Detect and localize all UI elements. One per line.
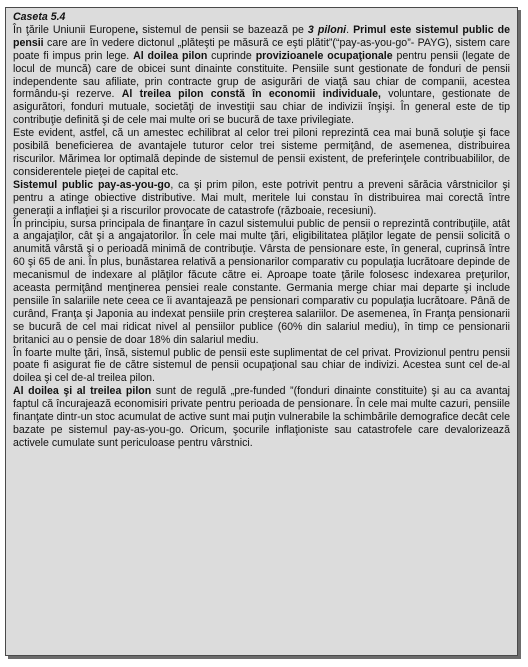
case-study-box [5, 7, 518, 656]
bold-run: provizioanele ocupaţionale [255, 49, 393, 62]
bold-run: Al doilea pilon [133, 49, 208, 62]
emphasis-run: 3 piloni [307, 23, 347, 36]
text-run: sistemul de pensii se bazează pe [138, 23, 308, 36]
body-paragraph [13, 218, 510, 347]
bold-run: , [135, 23, 139, 36]
text-run: În foarte multe ţări, însă, sistemul public de pensii este suplimentat de cel privat. Provizionul pentru pensii poate fi asigurat fie de către sistemul de pensii ocupaţional sau chiar de indivizi. Acestea sunt cel de-al doilea şi cel de-al treilea pilon. [13, 346, 510, 385]
body-paragraph [13, 385, 510, 450]
text-run: În principiu, sursa principala de finanţare în cazul sistemului public de pensii o reprezintă contribuţiile, atât a angajaţilor, cât şi a angajatorilor. În cele mai multe ţări, eligibilitatea plăţilor legate de pensii solicită o anumită vârstă şi o perioadă minimă de contribuţie. Vârsta de pensionare este, în general, cuprinsă între 60 şi 65 de ani. În plus, bunăstarea relativă a pensionarilor comparativ cu populaţia lucrătoare depinde de mecanismul de indexare al plăţilor făcute către ei. Aproape toate ţările folosesc indexarea preţurilor, aceasta permiţând menţinerea pensiei reale constante. Germania merge chiar mai departe şi include pensiile în salariile nete ceea ce îi avantajează pe pensionari comparativ cu populaţia lucrătoare. Până de curând, Franţa şi Japonia au indexat pensiile prin creşterea salariilor. De asemenea, în Franţa pensionarii se bucură de cel mai ridicat nivel al pensiilor publice (60% din salariul mediu), în timp ce pensionarii britanici au o pensie de doar 18% din salariul mediu. [13, 217, 510, 346]
text-run: În ţările Uniunii Europene [13, 23, 136, 36]
text-run: cuprinde [207, 49, 256, 62]
text-run: , ca şi prim pilon, este potrivit pentru a preveni sărăcia vârstnicilor şi pentru a atinge obiective distributive. Mai mult, meritele lui constau în distribuirea mai corectă între generaţii a inflaţiei şi a riscurilor provocate de catastrofe (războaie, recesiuni). [13, 178, 510, 217]
bold-run [308, 24, 346, 36]
text-run: voluntare, gestionate de asigurători, fonduri mutuale, societăţi de investiţii sau chiar de indivizii înşişi. În general este de tip contribuţie definită şi de cele mai multe ori se bucură de taxe privilegiate. [13, 88, 511, 127]
text-run: care are în vedere dictonul „plăteşti pe măsură ce eşti plătit”(“pay-as-you-go”- PAYG), sistem care poate fi impus prin lege. [13, 36, 510, 62]
bold-run: Sistemul public pay-as-you-go [13, 178, 171, 191]
bold-run: Al treilea pilon constă în economii individuale, [121, 88, 381, 101]
text-run: . [346, 23, 354, 36]
text-run: Este evident, astfel, că un amestec echilibrat al celor trei piloni reprezintă cea mai bună soluţie şi face posibilă beneficierea de avantajele tuturor celor trei sisteme permiţând, de asemenea, distribuirea riscurilor. Mărimea lor optimală depinde de sistemul de pensii existent, de preferinţele contribuabililor, de considerentele pieţei de capital etc. [13, 127, 510, 178]
body-paragraph [13, 347, 510, 386]
case-title: Caseta 5.4 [13, 11, 66, 23]
body-paragraph [13, 179, 510, 218]
case-body [13, 24, 510, 450]
text-run: pentru pensii (legate de locul de muncă) care de obicei sunt dinainte constituite. Pensiile sunt gestionate de fonduri de pensii independente sau afiliate, prin contracte grup de asigurări de viaţă sau chiar de companii, acestea formându-şi rezerve. [13, 49, 511, 101]
body-paragraph [13, 24, 510, 127]
bold-run: Al doilea şi al treilea pilon [13, 385, 152, 398]
text-run: sunt de regulă „pre-funded ”(fonduri dinainte constituite) şi au ca avantaj faptul că încurajează economisiri private pentru perioada de pensionare. În cele mai multe cazuri, pensiile finanţate dintr-un stoc acumulat de active sunt mai puţin vulnerabile la schimbările demografice decât cele bazate pe sistemul pay-as-you-go. Oricum, şocurile inflaţioniste sau catastrofele care devalorizează activele cumulate sunt periculoase pentru vârstnici. [13, 385, 511, 449]
bold-run: Primul este sistemul public de pensii [13, 23, 511, 49]
body-paragraph [13, 127, 510, 179]
